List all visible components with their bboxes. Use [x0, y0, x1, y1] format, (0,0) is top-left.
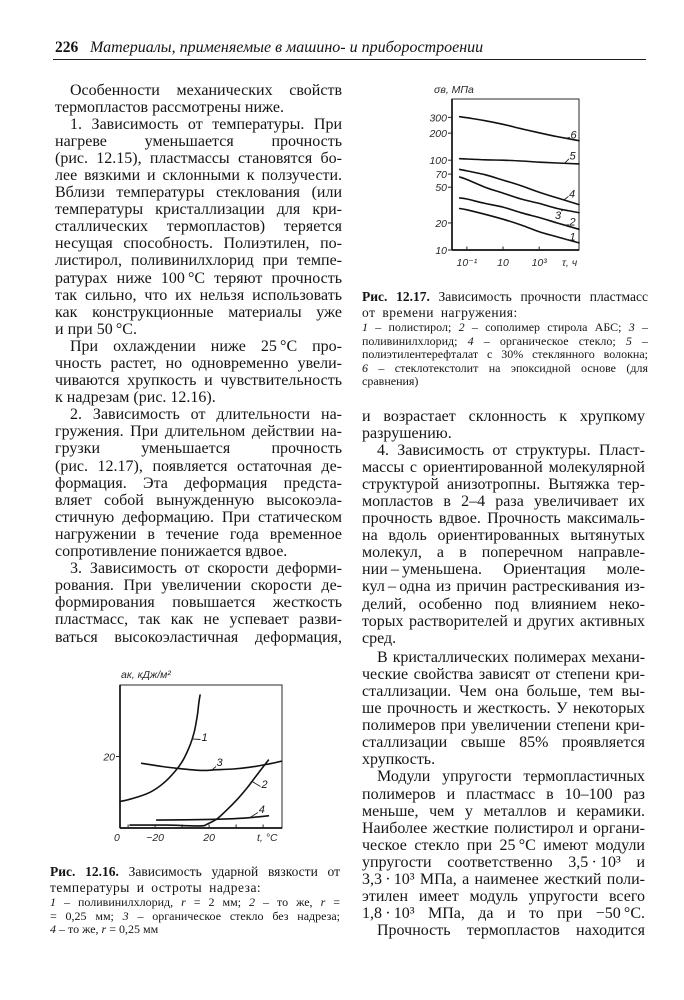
- legend-text: поливинилхлорид;: [362, 333, 468, 348]
- text-line: и возрастает склонность к хрупкому: [362, 407, 645, 425]
- series-number: 3: [122, 908, 129, 923]
- text-line: ческое стекло при 25 °С имеют модули: [362, 836, 645, 854]
- text-line: хрупкость.: [362, 751, 436, 769]
- y-tick-label: 100: [429, 155, 447, 168]
- text-line: массы с ориентированной молекулярной: [362, 458, 645, 476]
- figure-label: Рис. 12.17.: [362, 289, 430, 304]
- paragraph: [55, 82, 342, 116]
- caption-title-line: [362, 289, 648, 305]
- series-number: 1: [362, 320, 368, 334]
- legend-text: =: [325, 895, 340, 909]
- text-line: стичную деформацию. При статическом: [55, 508, 342, 526]
- y-axis-title: aк, кДж/м²: [121, 669, 171, 681]
- legend-text: – стеклотекстолит на эпоксидной основе (для: [368, 360, 648, 375]
- text-line: этилен имеет модуль упругости всего: [362, 888, 645, 906]
- origin-label: 0: [114, 832, 120, 844]
- series-line: [460, 169, 579, 204]
- paragraph: [55, 560, 342, 645]
- series-label: 5: [569, 150, 576, 163]
- text-line: нагружении в течение года временное: [55, 525, 342, 543]
- legend-text: –: [631, 333, 649, 348]
- text-line: грузки уменьшается прочность: [55, 440, 342, 458]
- text-line: лее вязкими и склонными к ползучести.: [55, 166, 342, 184]
- legend-text: = 0,25 мм;: [50, 908, 123, 923]
- text-line: несущая способность. Полиэтилен, по-: [55, 235, 342, 253]
- text-line: ваться высокоэластичная деформация,: [55, 628, 342, 646]
- figure-label: Рис. 12.16.: [50, 864, 119, 879]
- text-line: делий, особенно под влиянием неко-: [362, 595, 645, 613]
- text-line: ше прочность и жесткость. У некоторых: [362, 700, 645, 718]
- paragraph: [55, 116, 342, 338]
- text-line: как конструкционные материалы уже: [55, 303, 342, 321]
- text-line: чиваются хрупкость и чувствительность: [55, 372, 342, 390]
- text-line: Вблизи температуры стеклования (или: [55, 184, 342, 202]
- y-tick-label: 50: [435, 182, 447, 195]
- text-line: 3. Зависимость от скорости деформи-: [70, 560, 342, 578]
- text-line: ческие свойства зависят от степени кри-: [362, 665, 645, 683]
- text-line: В кристаллических полимерах механи-: [377, 648, 645, 666]
- series-label: 3: [216, 757, 223, 769]
- paragraph: [362, 768, 645, 922]
- series-label-leader: [252, 781, 261, 786]
- x-tick-label: 10: [497, 257, 509, 269]
- series-label: 4: [569, 188, 576, 201]
- text-line: сталлизации. Чем она больше, тем вы-: [362, 683, 645, 700]
- text-line: ратурах ниже 100 °С теряют прочность: [55, 269, 342, 287]
- legend-line: [362, 348, 648, 362]
- paragraph: [362, 922, 645, 939]
- y-tick-label: 200: [429, 128, 447, 141]
- x-axis-title: t, °C: [257, 832, 278, 844]
- x-axis-title: τ, ч: [562, 257, 578, 269]
- paragraph: [55, 338, 342, 406]
- text-line: чность растет, но одновременно увели-: [55, 355, 342, 372]
- legend-text: – сополимер стирола АБС;: [464, 320, 629, 334]
- text-line: на вдоль ориентированных вытянутых: [362, 527, 645, 545]
- legend-line: [362, 321, 648, 335]
- text-line: прочность вдвое. Прочность максималь-: [362, 510, 645, 528]
- series-number: 6: [362, 360, 368, 375]
- text-line: разрушению.: [362, 424, 452, 442]
- series-line: [460, 177, 579, 213]
- series-line: [460, 159, 579, 164]
- y-axis-title: σв, МПа: [434, 84, 474, 96]
- text-line: мопластов в 2–4 раза увеличивает их: [362, 492, 645, 510]
- right-text-column: [362, 408, 645, 940]
- text-line: 2. Зависимость от длительности на-: [70, 406, 342, 424]
- series-number: 2: [249, 895, 256, 909]
- series-number: 4: [50, 922, 56, 936]
- caption-title: [362, 289, 648, 321]
- text-line: листирол, поливинилхлорид при темпе-: [55, 252, 342, 270]
- text-line: Модули упругости термопластичных: [377, 768, 645, 786]
- paragraph: [362, 442, 645, 647]
- text-line: (рис. 12.15), пластмассы становятся бо-: [55, 149, 342, 167]
- series-label: 6: [570, 129, 577, 142]
- x-tick-label: 10³: [531, 257, 547, 269]
- text-line: пластмасс, так как не успевает разви-: [55, 611, 342, 629]
- y-tick-label: 300: [429, 112, 447, 125]
- series-number: 4: [467, 333, 474, 348]
- text-line: торых растворителей и других активных: [362, 612, 645, 630]
- text-line: так сильно, что их нельзя использовать: [55, 286, 342, 304]
- header-rule: [53, 59, 646, 60]
- figure-12-17-caption: [362, 289, 648, 389]
- caption-title-line: [50, 864, 340, 880]
- text-line: формирования повышается жесткость: [55, 594, 342, 612]
- legend-text: – то же,: [255, 895, 321, 909]
- caption-title-text: Зависимость прочности пластмасс: [438, 289, 648, 304]
- series-label: 4: [258, 804, 265, 816]
- text-line: меньше, чем у металлов и керамики.: [362, 802, 645, 820]
- legend-text: – органическое стекло;: [473, 333, 626, 348]
- legend-text: – то же,: [56, 922, 102, 936]
- text-line: нии – уменьшена. Ориентация моле-: [362, 561, 645, 579]
- text-line: Прочность термопластов находится: [377, 922, 645, 940]
- variable-symbol: r: [101, 922, 107, 936]
- caption-legend: [362, 321, 648, 389]
- text-line: молекул, а в поперечном направле-: [362, 544, 645, 562]
- figure-12-17-chart: [420, 80, 605, 280]
- y-tick-label: 70: [435, 169, 447, 182]
- series-label: 2: [569, 216, 576, 229]
- figure-12-16-caption: [50, 864, 340, 937]
- variable-symbol: r: [181, 895, 186, 909]
- page-number: 226: [55, 39, 79, 56]
- paragraph: [362, 649, 645, 769]
- variable-symbol: r: [320, 895, 326, 909]
- legend-text: = 0,25 мм: [106, 922, 159, 936]
- caption-title-line: [50, 880, 340, 896]
- chart-frame: [452, 99, 579, 250]
- text-line: к надрезам (рис. 12.16).: [55, 389, 216, 407]
- text-line: кул – одна из причин растрескивания из-: [362, 578, 645, 596]
- y-tick-label: 10: [435, 245, 447, 257]
- series-label: 3: [555, 210, 562, 222]
- caption-legend: [50, 896, 340, 937]
- text-line: рования. При увеличении скорости де-: [55, 577, 342, 595]
- text-line: сталлических термопластов) теряется: [55, 218, 342, 236]
- y-tick-label: 20: [435, 217, 447, 230]
- text-line: сред.: [362, 629, 397, 647]
- text-line: структурой анизотропны. Вытяжка тер-: [362, 475, 645, 493]
- y-tick-label: 20: [103, 751, 115, 764]
- series-number: 5: [625, 333, 632, 348]
- text-line: сталлизации свыше 85% проявляется: [362, 734, 645, 752]
- series-label: 1: [201, 732, 208, 744]
- text-line: термопластов рассмотрены ниже.: [55, 98, 284, 116]
- series-number: 2: [458, 320, 465, 334]
- legend-text: = 2 мм;: [185, 895, 250, 909]
- text-line: и при 50 °С.: [55, 320, 137, 338]
- x-tick-label: 20: [203, 832, 215, 844]
- caption-title-text: Зависимость ударной вязкости от: [128, 864, 340, 879]
- text-line: Наиболее жесткие полистирол и органи-: [362, 819, 645, 837]
- series-label: 1: [569, 231, 576, 244]
- legend-text: полиэтилентерефталат с 30% стеклянного волокна;: [362, 347, 648, 361]
- x-tick-label: −20: [146, 832, 165, 844]
- text-line: вляет собой вынужденную высокоэла-: [55, 491, 342, 509]
- legend-line: [50, 910, 340, 924]
- legend-text: –: [634, 320, 648, 334]
- text-line: температуры кристаллизации для кри-: [55, 201, 342, 219]
- legend-text: сравнения): [362, 374, 419, 388]
- x-tick-label: 10⁻¹: [456, 257, 478, 269]
- text-line: гружения. При длительном действии на-: [55, 423, 342, 441]
- caption-title: [50, 864, 340, 896]
- series-line: [120, 695, 200, 802]
- running-title: Материалы, применяемые в машино- и приборостроении: [90, 39, 484, 56]
- chart-frame: [120, 685, 282, 828]
- legend-line: [50, 923, 340, 937]
- caption-title-text: от времени нагружения:: [362, 305, 518, 320]
- caption-title-line: [362, 305, 648, 321]
- legend-line: [362, 362, 648, 376]
- text-line: 1,8 · 10³ МПа, да и то при −50 °С.: [362, 905, 645, 923]
- text-line: нагреве уменьшается прочность: [55, 132, 342, 150]
- series-label: 2: [261, 779, 268, 791]
- series-line: [460, 117, 579, 141]
- legend-text: – полистирол;: [368, 320, 459, 334]
- legend-text: – поливинилхлорид,: [56, 895, 182, 909]
- text-line: формация. Эта деформация предста-: [55, 474, 342, 492]
- legend-text: – органическое стекло без надреза;: [128, 908, 340, 923]
- text-line: полимеров и пластмасс в 10–100 раз: [362, 785, 645, 803]
- text-line: 1. Зависимость от температуры. При: [70, 115, 342, 133]
- series-number: 3: [628, 320, 635, 334]
- text-line: (рис. 12.17), появляется остаточная де-: [55, 457, 342, 475]
- legend-line: [362, 375, 648, 389]
- text-line: Особенности механических свойств: [70, 81, 342, 99]
- series-number: 1: [50, 895, 56, 909]
- text-line: При охлаждении ниже 25 °С про-: [70, 337, 342, 355]
- caption-title-text: температуры и остроты надреза:: [50, 880, 262, 895]
- text-line: 3,3 · 10³ МПа, а наименее жесткий поли-: [362, 871, 645, 889]
- text-line: полимеров при увеличении степени кри-: [362, 717, 645, 735]
- paragraph: [55, 406, 342, 560]
- left-text-column: [55, 82, 342, 646]
- text-line: 4. Зависимость от структуры. Пласт-: [377, 441, 645, 459]
- text-line: сопротивление понижается вдвое.: [55, 543, 288, 561]
- text-line: упругости соответственно 3,5 · 10³ и: [362, 853, 645, 871]
- series-label-leader: [564, 196, 569, 200]
- figure-12-16-chart: [100, 665, 290, 850]
- series-label-leader: [192, 739, 201, 740]
- legend-line: [362, 335, 648, 349]
- legend-line: [50, 896, 340, 910]
- paragraph: [362, 408, 645, 442]
